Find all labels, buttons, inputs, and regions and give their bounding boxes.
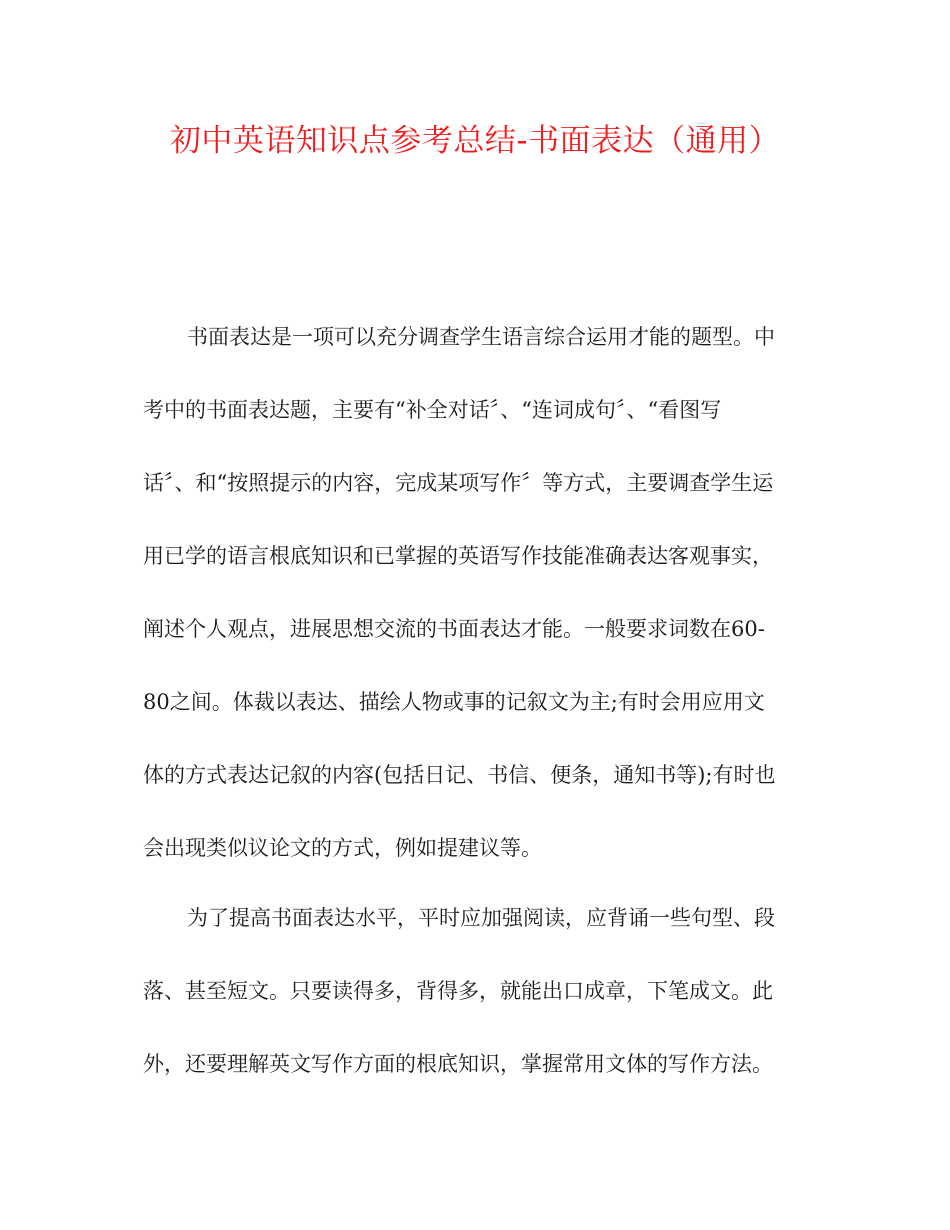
paragraph-line: 书面表达是一项可以充分调查学生语言综合运用才能的题型。中 bbox=[187, 325, 775, 349]
paragraph-line: 落、甚至短文。只要读得多，背得多，就能出口成章，下笔成文。此 bbox=[143, 979, 773, 1003]
paragraph-line: 阐述个人观点，进展思想交流的书面表达才能。一般要求词数在60- bbox=[143, 617, 765, 641]
paragraph-line: 考中的书面表达题，主要有“补全对话〞、“连词成句〞、“看图写 bbox=[143, 398, 722, 422]
paragraph-line: 外，还要理解英文写作方面的根底知识，掌握常用文体的写作方法。 bbox=[143, 1052, 773, 1076]
paragraph-line: 体的方式表达记叙的内容(包括日记、书信、便条，通知书等);有时也 bbox=[143, 763, 776, 787]
paragraph-line: 80之间。体裁以表达、描绘人物或事的记叙文为主;有时会用应用文 bbox=[143, 690, 765, 714]
document-title: 初中英语知识点参考总结-书面表达（通用） bbox=[169, 123, 781, 159]
paragraph-line: 话〞、和“按照提示的内容，完成某项写作〞等方式，主要调查学生运 bbox=[143, 471, 774, 495]
paragraph-line: 会出现类似议论文的方式，例如提建议等。 bbox=[143, 836, 542, 860]
paragraph-2 bbox=[143, 896, 809, 1115]
paragraph-line: 用已学的语言根底知识和已掌握的英语写作技能准确表达客观事实， bbox=[143, 544, 773, 568]
paragraph-1 bbox=[143, 315, 809, 899]
paragraph-line: 为了提高书面表达水平，平时应加强阅读，应背诵一些句型、段 bbox=[187, 906, 775, 930]
